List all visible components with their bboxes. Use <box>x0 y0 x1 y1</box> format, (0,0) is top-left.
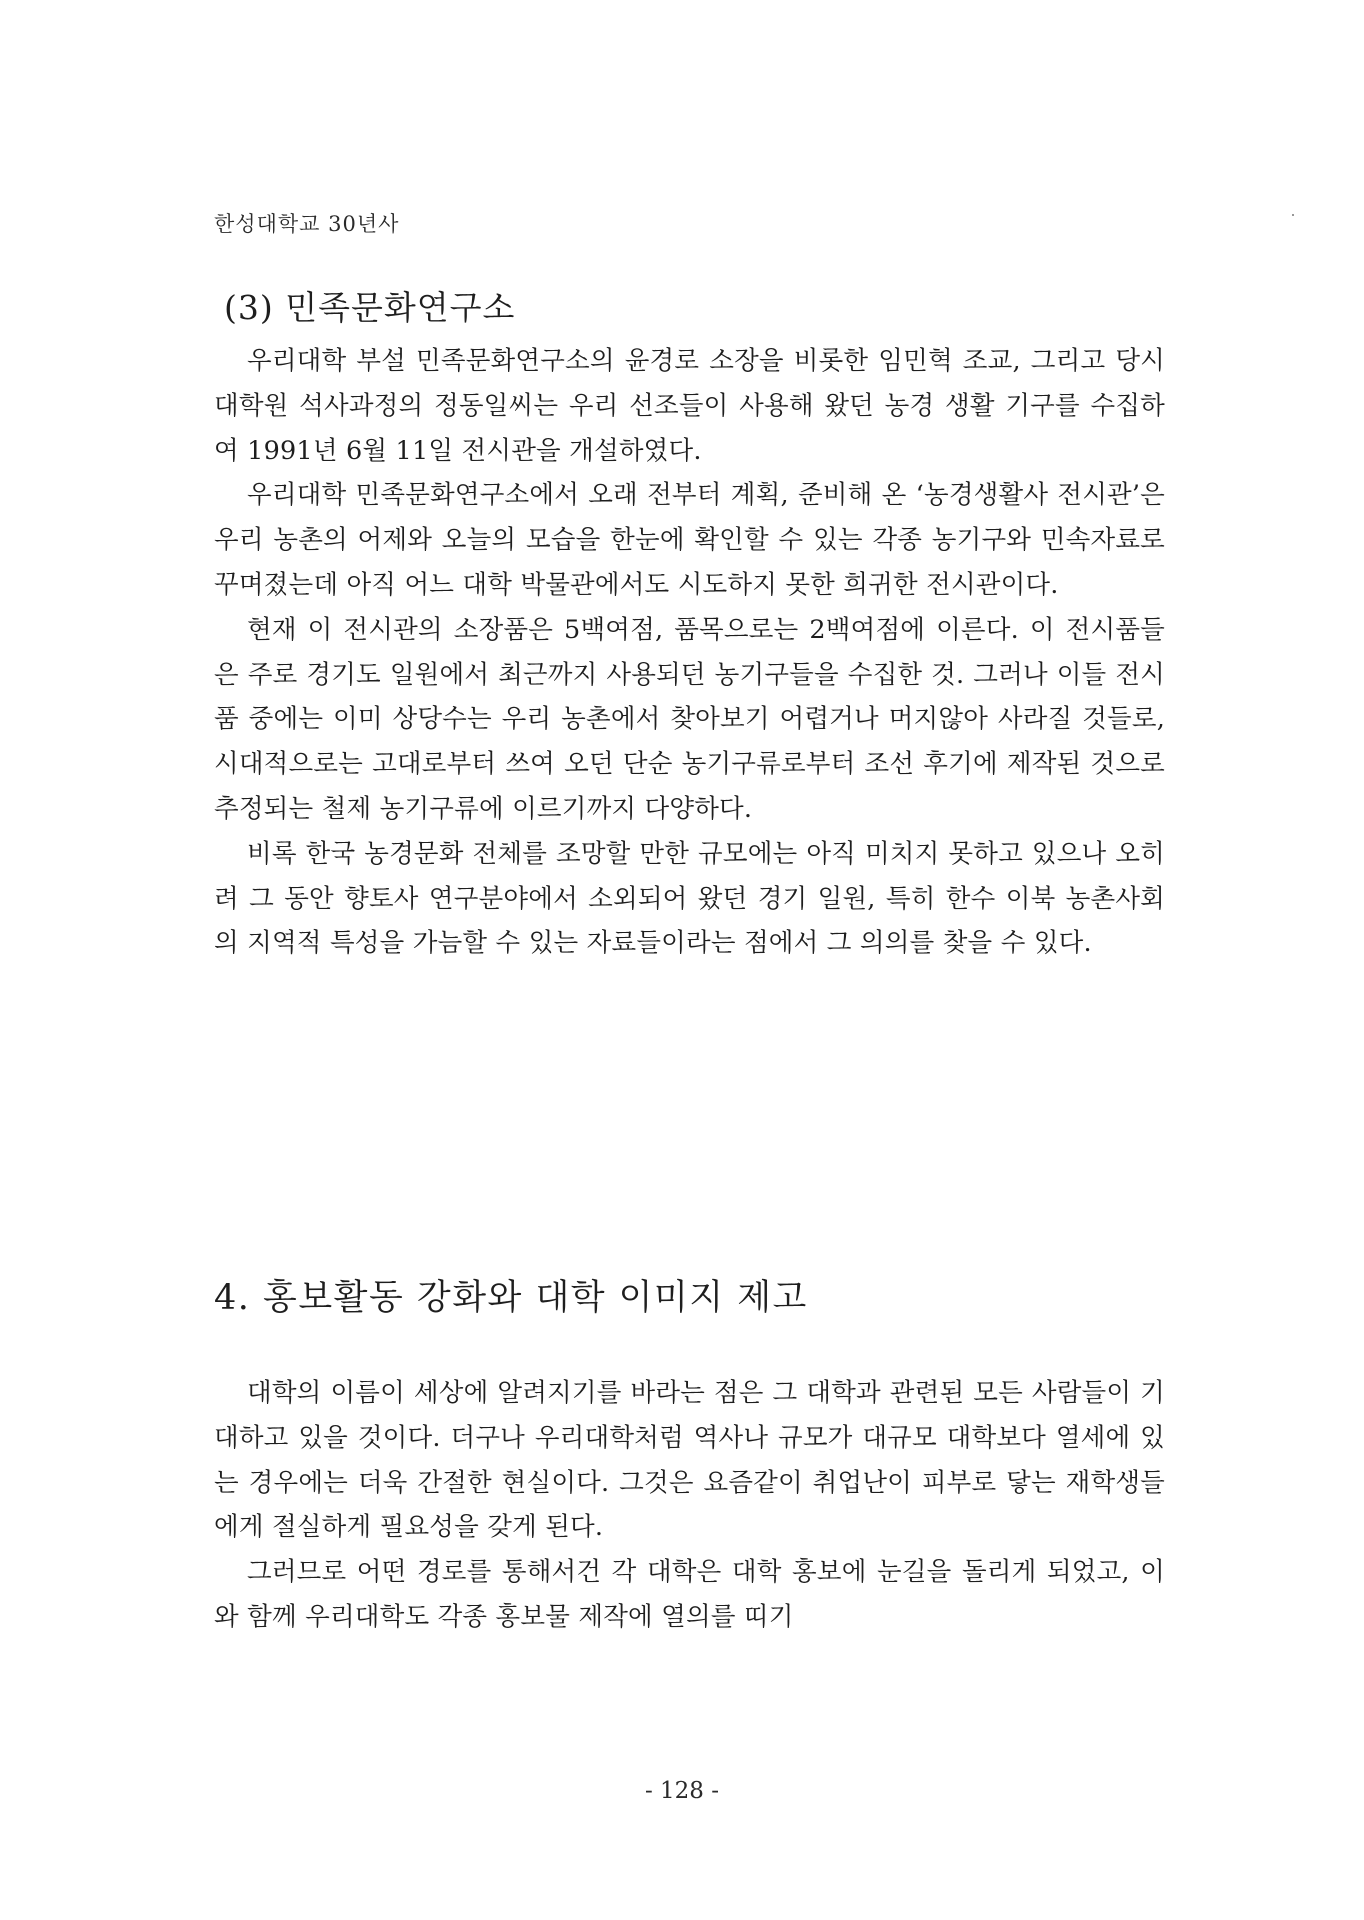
paragraph: 우리대학 부설 민족문화연구소의 윤경로 소장을 비롯한 임민혁 조교, 그리고 당시 대학원 석사과정의 정동일씨는 우리 선조들이 사용해 왔던 농경 생활 기구를 수집하여 1991년 6월 11일 전시관을 개설하였다. <box>214 346 1165 466</box>
scan-speck <box>1292 214 1294 216</box>
subsection-body <box>214 339 1165 966</box>
paragraph: 비록 한국 농경문화 전체를 조망할 만한 규모에는 아직 미치지 못하고 있으나 오히려 그 동안 향토사 연구분야에서 소외되어 왔던 경기 일원, 특히 한수 이북 농촌사회의 지역적 특성을 가늠할 수 있는 자료들이라는 점에서 그 의의를 찾을 수 있다. <box>214 838 1165 959</box>
section-body <box>214 1371 1165 1640</box>
subsection-heading: (3) 민족문화연구소 <box>224 288 516 327</box>
paragraph: 대학의 이름이 세상에 알려지기를 바라는 점은 그 대학과 관련된 모든 사람들이 기대하고 있을 것이다. 더구나 우리대학처럼 역사나 규모가 대규모 대학보다 열세에 있는 경우에는 더욱 간절한 현실이다. 그것은 요즘같이 취업난이 피부로 닿는 재학생들에게 절실하게 필요성을 갖게 된다. <box>214 1378 1165 1543</box>
section-heading: 4. 홍보활동 강화와 대학 이미지 제고 <box>214 1278 808 1318</box>
paragraph: 우리대학 민족문화연구소에서 오래 전부터 계획, 준비해 온 ‘농경생활사 전시관’은 우리 농촌의 어제와 오늘의 모습을 한눈에 확인할 수 있는 각종 농기구와 민속자료로 꾸며졌는데 아직 어느 대학 박물관에서도 시도하지 못한 희귀한 전시관이다. <box>214 480 1165 600</box>
paragraph: 그러므로 어떤 경로를 통해서건 각 대학은 대학 홍보에 눈길을 돌리게 되었고, 이와 함께 우리대학도 각종 홍보물 제작에 열의를 띠기 <box>214 1557 1165 1632</box>
running-header: 한성대학교 30년사 <box>214 212 400 236</box>
page-number: - 128 - <box>644 1778 720 1804</box>
paragraph: 현재 이 전시관의 소장품은 5백여점, 품목으로는 2백여점에 이른다. 이 전시품들은 주로 경기도 일원에서 최근까지 사용되던 농기구들을 수집한 것. 그러나 이들 전시품 중에는 이미 상당수는 우리 농촌에서 찾아보기 어렵거나 머지않아 사라질 것들로, 시대적으로는 고대로부터 쓰여 오던 단순 농기구류로부터 조선 후기에 제작된 것으로 추정되는 철제 농기구류에 이르기까지 다양하다. <box>214 614 1165 824</box>
